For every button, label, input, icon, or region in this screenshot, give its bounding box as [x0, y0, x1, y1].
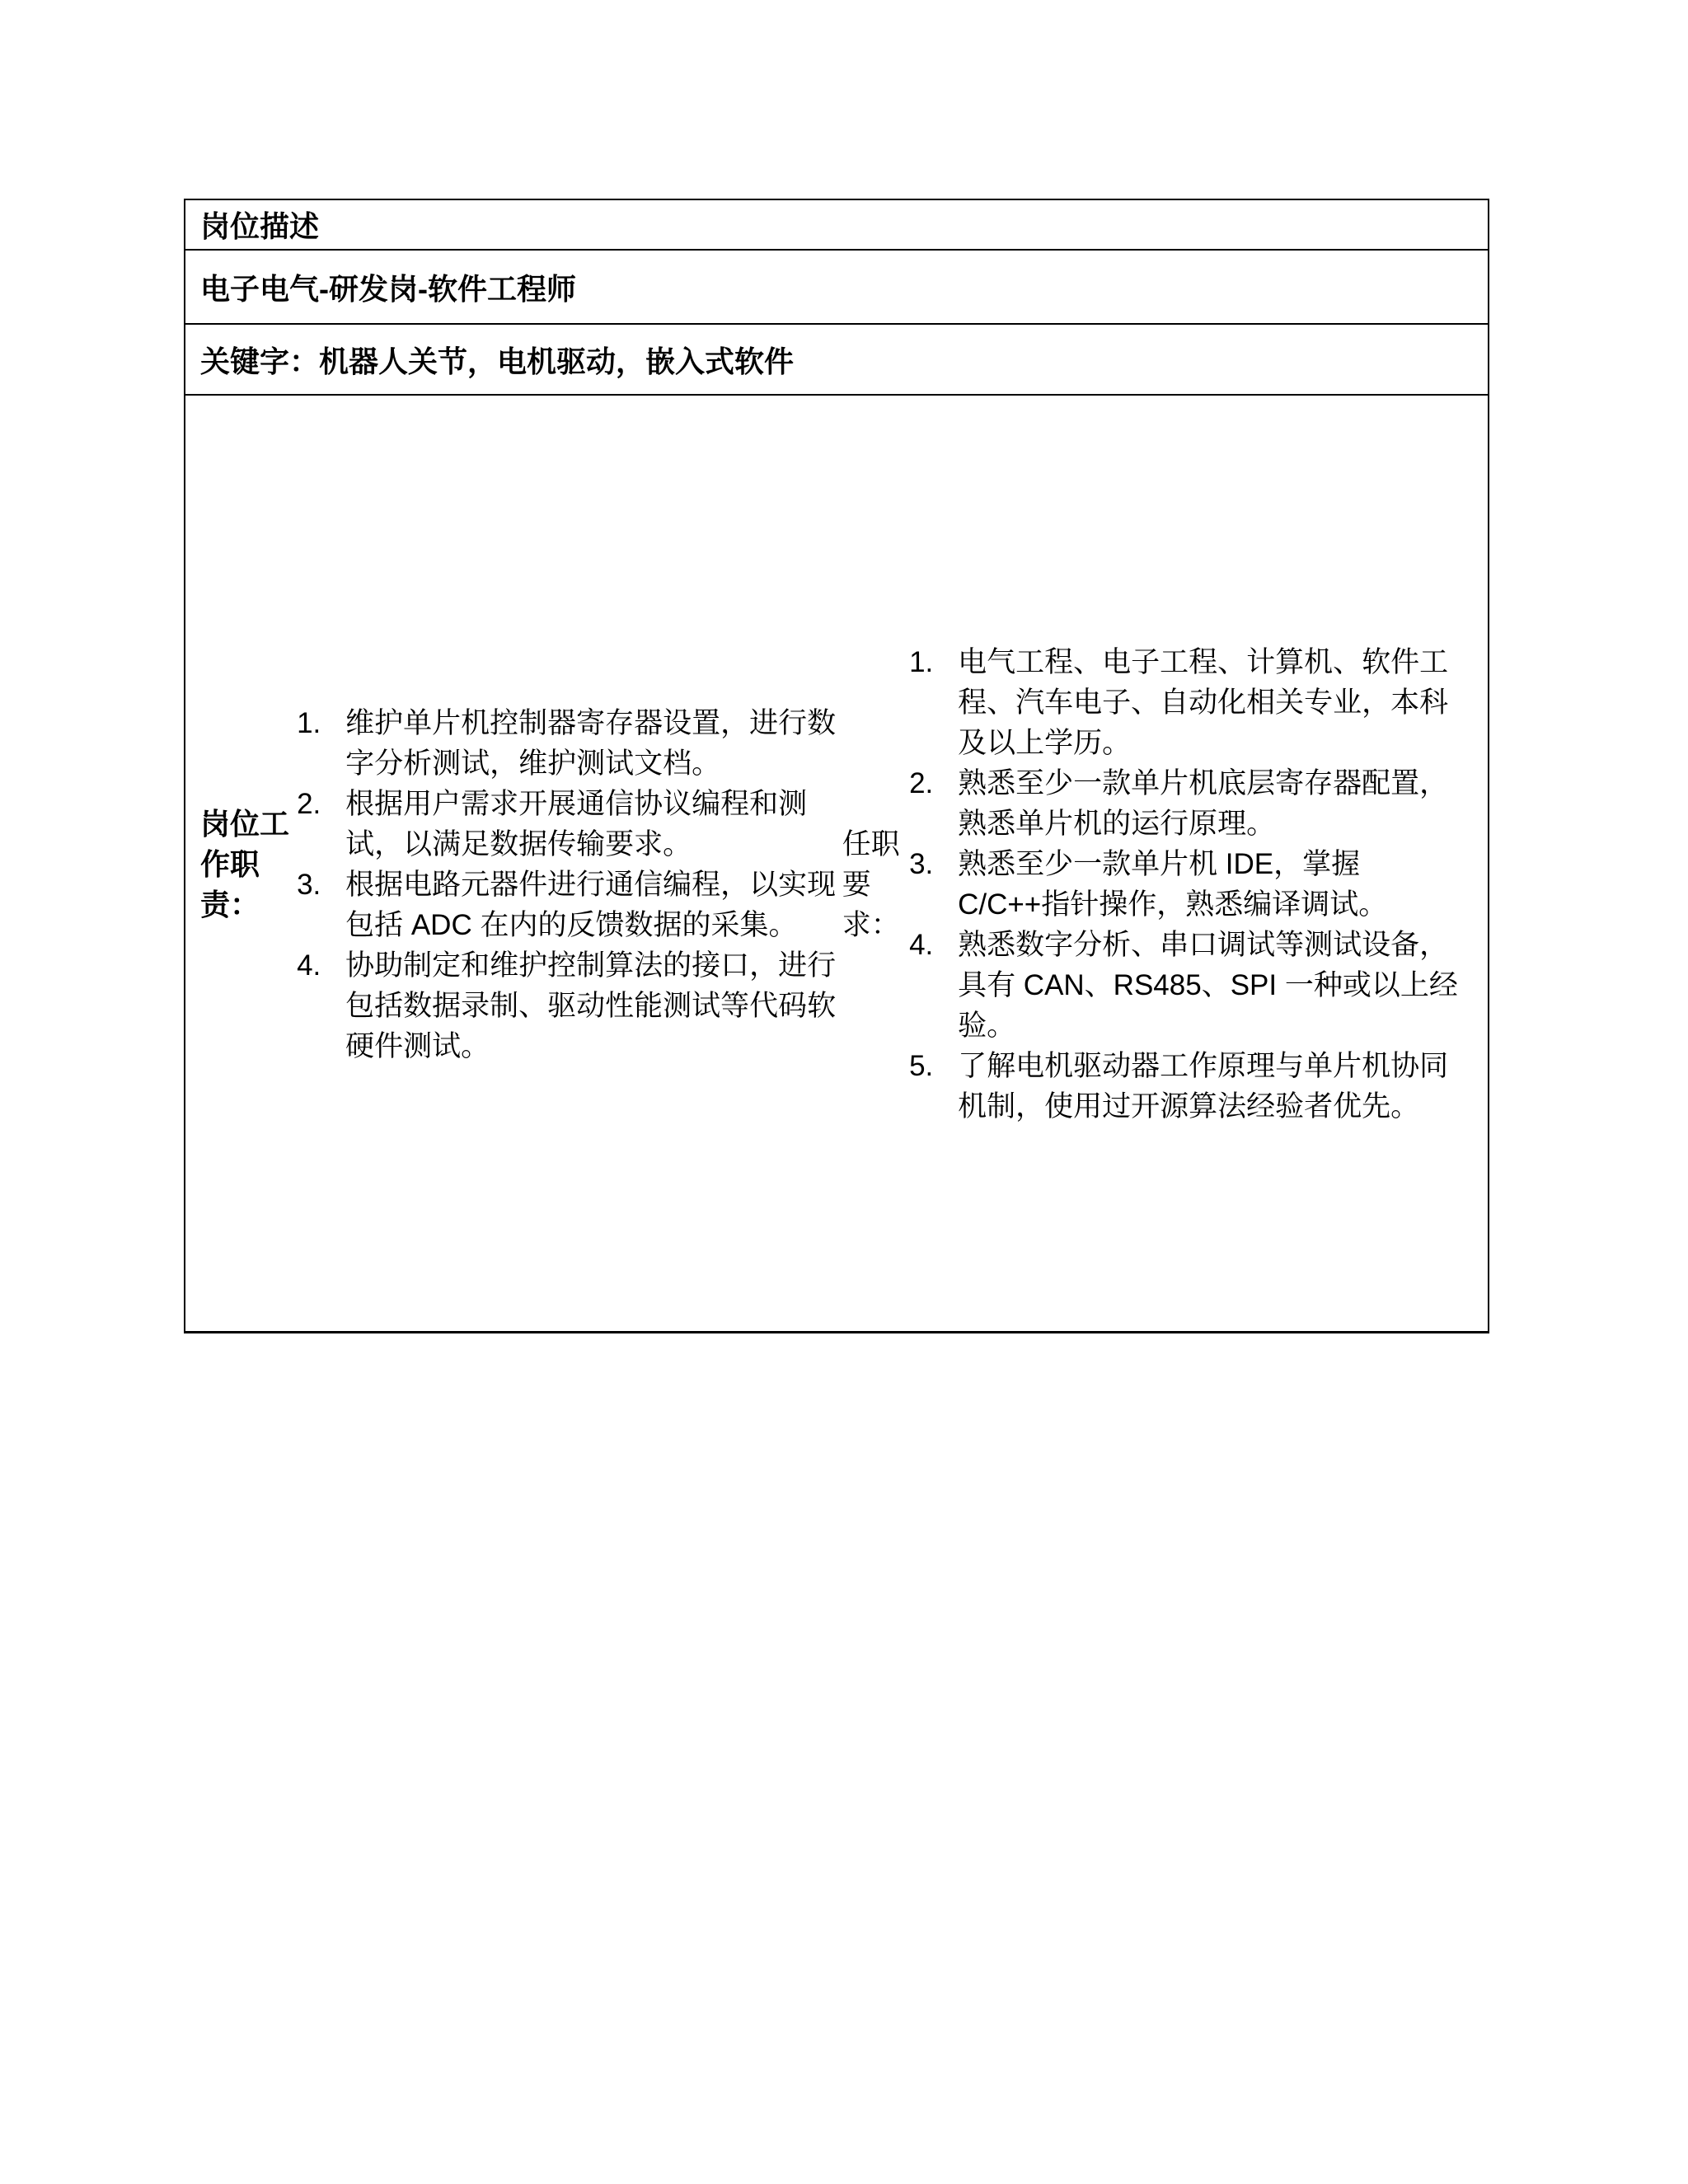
- list-item-number: 5.: [909, 1050, 934, 1082]
- job-description-table: [184, 199, 1489, 1333]
- list-item-text: 协助制定和维护控制算法的接口，进行包括数据录制、驱动性能测试等代码软硬件测试。: [345, 949, 837, 1062]
- requirements-heading: 任职要求：: [842, 827, 900, 941]
- list-item-text: 熟悉至少一款单片机 IDE，掌握 C/C++指针操作，熟悉编译调试。: [958, 848, 1388, 921]
- list-item-text: 熟悉数字分析、串口调试等测试设备，具有 CAN、RS485、SPI 一种或以上经验。: [958, 929, 1458, 1042]
- list-item-text: 维护单片机控制器寄存器设置，进行数字分析测试，维护测试文档。: [345, 706, 837, 780]
- list-item-text: 了解电机驱动器工作原理与单片机协同机制，使用过开源算法经验者优先。: [958, 1050, 1449, 1122]
- list-item-text: 根据用户需求开展通信协议编程和测试，以满足数据传输要求。: [345, 787, 808, 860]
- table-row-header: [185, 200, 1488, 251]
- list-item-number: 3.: [909, 848, 934, 880]
- list-item: [297, 784, 842, 865]
- list-item: [297, 703, 842, 784]
- list-item-number: 4.: [909, 929, 934, 961]
- list-item-number: 4.: [297, 949, 321, 982]
- job-description-title: 岗位描述: [200, 209, 320, 243]
- table-row-body: [185, 396, 1488, 1331]
- table-row-position: [185, 251, 1488, 325]
- table-row-keywords: [185, 325, 1488, 396]
- list-item: [909, 763, 1468, 844]
- list-item-number: 2.: [909, 767, 934, 799]
- list-item-number: 1.: [297, 706, 321, 739]
- position-title: 电子电气-研发岗-软件工程师: [200, 271, 576, 306]
- keywords-line: 关键字：机器人关节，电机驱动，嵌入式软件: [200, 344, 795, 378]
- list-item: [909, 925, 1468, 1046]
- list-item-text: 根据电路元器件进行通信编程，以实现包括 ADC 在内的反馈数据的采集。: [345, 868, 837, 941]
- list-item-text: 电气工程、电子工程、计算机、软件工程、汽车电子、自动化相关专业，本科及以上学历。: [958, 646, 1449, 759]
- list-item-number: 3.: [297, 868, 321, 901]
- list-item: [909, 844, 1468, 925]
- list-item-number: 2.: [297, 787, 321, 820]
- list-item: [909, 1046, 1468, 1127]
- list-item: [297, 945, 842, 1066]
- list-item-text: 熟悉至少一款单片机底层寄存器配置，熟悉单片机的运行原理。: [958, 767, 1449, 840]
- list-item: [297, 865, 842, 945]
- requirements-list: [909, 642, 1468, 1127]
- responsibilities-list: [297, 703, 842, 1066]
- list-item-number: 1.: [909, 646, 934, 678]
- responsibilities-heading: 岗位工作职责：: [200, 807, 290, 921]
- list-item: [909, 642, 1468, 763]
